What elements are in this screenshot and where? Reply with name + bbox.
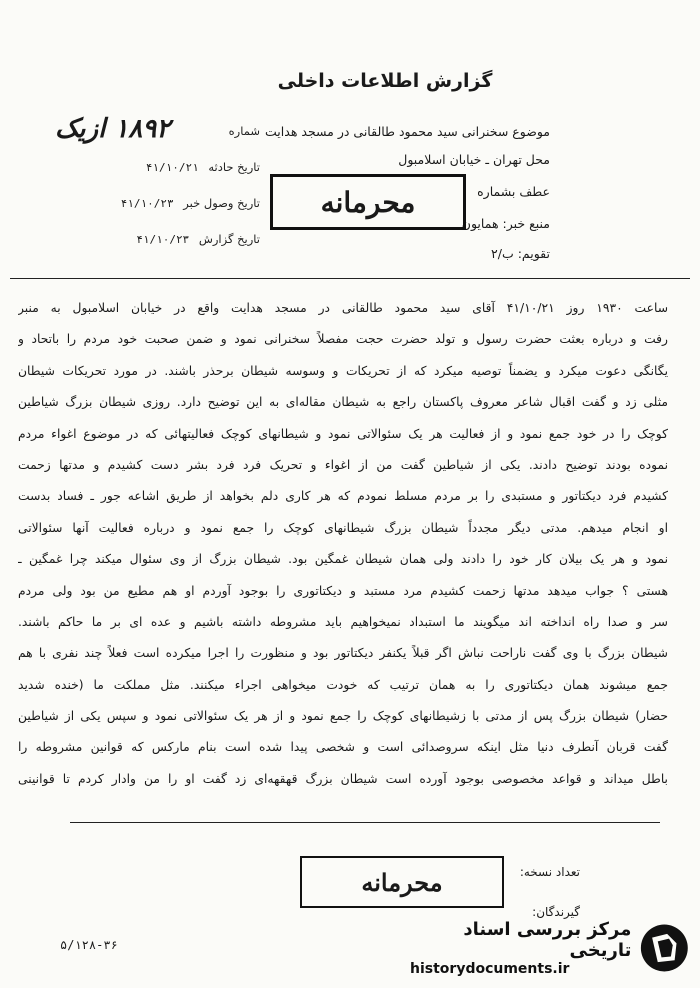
body-line: کوچک را در خود جمع نمود و از فعالیت هر یک سئوالاتی نمود و شیطانهای کوچک فعالیتهائی که در موضوع اغواء مردم — [18, 426, 668, 441]
body-line: حضار) شیطان بزرگ پس از مدتی با زشیطانهای کوچک را جمع نمود و از هر یک سئوالاتی نمود و سپس یکی از شیاطین — [18, 709, 668, 724]
body-line: هستی ؟ جواب میدهد مدتها زحمت کشیدم مرد مستبد و دیکتاتوری را بوجود آوردم او هم مطیع من بود ولی مردم — [18, 583, 668, 598]
number-label: شماره — [228, 124, 260, 138]
body-line: رفت و درباره بعثت حضرت رسول و تولد حضرت حجت مفصلاً سخنرانی نمود و ضمن صحبت خود مردم را باتحاد و — [18, 332, 668, 347]
subject-ref: عطف بشماره — [477, 184, 550, 199]
body-line: شیطان بزرگ با وی گفت ناراحت نباش اگر قبلاً یکنفر دیکتاتور بود و منظورت را اجرا میکرده است فعلاً چند نفری با هم — [18, 646, 668, 661]
report-date-row — [30, 232, 260, 246]
body-line: جمع میشوند همان دیکتاتوری را به همان ترتیب که خودت میخواهی اجراء میکنند. مثل مملکت ما (خنده شدید — [18, 677, 668, 692]
report-body — [18, 293, 668, 795]
body-line: سر و صدا راه انداخته اند میگویند ما استبداد نمیخواهیم باید مشروطه داشته باشیم و عده ای بر ما حاکم باشند. — [18, 614, 668, 629]
body-line: نموده بودند توضیح دادند. یکی از شیاطین گفت من از اغواء و تحریک فرد فرد بشر دست کشیدم و مدتها زحمت — [18, 457, 668, 472]
received-date-value: ۴۱/۱۰/۲۳ — [120, 197, 174, 210]
subject-rating: تقویم: ب/۲ — [491, 246, 550, 261]
archive-logo-icon — [639, 921, 690, 975]
copies-label: تعداد نسخه: — [519, 865, 580, 879]
subject-source: منبع خبر: همایون — [461, 216, 550, 231]
body-line: یگانگی دعوت میکرد و یضمناً توصیه میکرد که از تحریکات و وسوسه شیطان برحذر باشند. در مورد تحریکات شیطان — [18, 363, 668, 378]
watermark-en: historydocuments.ir — [410, 961, 570, 977]
received-date-label: تاریخ وصول خبر — [183, 196, 260, 210]
confidential-stamp-top: محرمانه — [270, 174, 466, 230]
body-line: نمود و هر یک بیلان کار خود را دادند ولی همان شیطان غمگین بود. شیطان بزرگ از وی سئوال میکند چرا غمگین ـ — [18, 552, 668, 567]
document-code: ۵/۱۲۸-۳۶ — [60, 938, 118, 952]
body-line: او انجام میدهم. مدتی دیگر مجدداً شیطان بزرگ شیطانهای کوچک را جمع نمود و درباره فعالیت آنها سئوالاتی — [18, 520, 668, 535]
watermark — [410, 916, 690, 980]
watermark-text — [410, 919, 631, 977]
body-line: ساعت ۱۹۳۰ روز ۴۱/۱۰/۲۱ آقای سید محمود طالقانی در مسجد هدایت واقع در خیابان اسلامبول به منبر — [18, 301, 668, 315]
page-title: گزارش اطلاعات داخلی — [277, 70, 493, 92]
number-handwritten: ۱۸۹۲ ازیک — [55, 114, 171, 144]
footer-divider — [70, 822, 660, 823]
body-line: گفت قربان آنطرف دنیا مثل اینکه سروصدائی است و شخصی پیدا شده است بنام مارکس که قوانین مشروطه را — [18, 740, 668, 755]
subject-place: محل تهران ـ خیابان اسلامبول — [398, 152, 550, 167]
report-date-label: تاریخ گزارش — [198, 232, 260, 246]
watermark-fa: مرکز بررسی اسناد تاریخی — [463, 919, 632, 961]
event-date-row — [30, 160, 260, 174]
received-date-row — [30, 196, 260, 210]
event-date-label: تاریخ حادثه — [208, 160, 260, 174]
subject-topic: موضوع سخنرانی سید محمود طالقانی در مسجد هدایت — [265, 124, 550, 139]
recipients-label: گیرندگان: — [532, 905, 580, 919]
body-line: مثلی زد و گفت اقبال شاعر معروف پاکستان راجع به شیطان مقاله‌ای به این توضیح دارد. روزی شیطان بزرگ شیاطین — [18, 395, 668, 410]
header-divider — [10, 278, 690, 279]
body-line: باطل میداند و قواعد مخصوصی بوجود آورده است شیطان بزرگ قهقهه‌ای زد گفت او را من وادار کردم تا قوانینی — [18, 771, 668, 786]
event-date-value: ۴۱/۱۰/۲۱ — [145, 161, 199, 174]
report-date-value: ۴۱/۱۰/۲۳ — [136, 233, 190, 246]
confidential-stamp-bottom: محرمانه — [300, 856, 504, 908]
body-line: کشیدم فرد دیکتاتور و مستبدی را بر مردم مسلط نمودم که هر کاری دلم بخواهد از طریق اشاعه جور ـ فساد بدست — [18, 489, 668, 504]
